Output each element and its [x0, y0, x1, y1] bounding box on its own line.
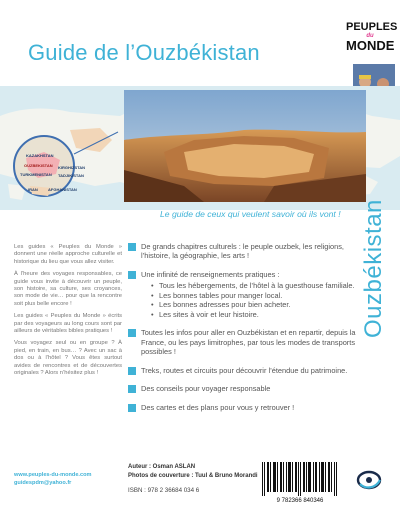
- feature-text: Des cartes et des plans pour vous y retrouver !: [141, 402, 295, 412]
- sub-bullet: • Tous les hébergements, de l’hôtel à la guesthouse familiale.: [151, 281, 358, 290]
- feature-item: [128, 403, 358, 412]
- publisher-swirl-icon: [354, 468, 384, 492]
- page-title: Guide de l’Ouzbékistan: [28, 40, 260, 65]
- feature-text: Toutes les infos pour aller en Ouzbékistan et en repartir, depuis la France, ou les pays limitrophes, par tous les modes de transports possibles !: [141, 328, 356, 357]
- feature-item: [128, 366, 358, 375]
- square-bullet-icon: [128, 404, 136, 412]
- square-bullet-icon: [128, 329, 136, 337]
- sub-bullet-list: [151, 281, 358, 319]
- square-bullet-icon: [128, 271, 136, 279]
- tagline: Le guide de ceux qui veulent savoir où ils vont !: [160, 209, 341, 219]
- square-bullet-icon: [128, 367, 136, 375]
- map-label-turkmenistan: TURKMENISTAN: [20, 172, 52, 177]
- square-bullet-icon: [128, 385, 136, 393]
- brand-line1: PEUPLES: [346, 21, 398, 33]
- intro-column: [14, 244, 122, 383]
- credits: [128, 463, 258, 480]
- feature-item: [128, 328, 358, 356]
- feature-text: Treks, routes et circuits pour découvrir l’étendue du patrimoine.: [141, 365, 348, 375]
- intro-paragraph: Vous voyagez seul ou en groupe ? À pied, en train, en bus… ? Avec un sac à dos ou à l’hôtel ? Vous êtes surtout avides de rencontres et de découvertes originales ? Alors n’hésitez plus !: [14, 340, 122, 377]
- photo-credit-label: Photos de couverture :: [128, 472, 194, 479]
- map-label-kirghizstan: KIRGHIZSTAN: [58, 165, 86, 170]
- map-label-iran: IRAN: [28, 187, 38, 192]
- barcode: [258, 460, 342, 504]
- sub-bullet: • Les bonnes tables pour manger local.: [151, 291, 358, 300]
- feature-item: [128, 242, 358, 261]
- map-label-kazakhstan: KAZAKHSTAN: [26, 153, 54, 158]
- photo-credit: Tuul & Bruno Morandi: [195, 472, 258, 479]
- sub-bullet: • Les sites à voir et leur histoire.: [151, 310, 358, 319]
- sub-bullet: • Les bonnes adresses pour bien acheter.: [151, 300, 358, 309]
- feature-item: [128, 270, 358, 319]
- email-link[interactable]: guidespdm@yahoo.fr: [14, 479, 72, 486]
- intro-paragraph: À l’heure des voyages responsables, ce guide vous invite à découvrir un peuple, son histoire, sa culture, ses croyances, son mode de vie… pour que la rencontre soit plus belle encore !: [14, 271, 122, 307]
- contact-links: [14, 472, 92, 487]
- feature-item: [128, 384, 358, 393]
- feature-text: Des conseils pour voyager responsable: [141, 384, 271, 394]
- brand-logo: [346, 21, 398, 53]
- feature-list: [128, 242, 358, 421]
- map-label-afghanistan: AFGHANISTAN: [48, 187, 77, 192]
- isbn: ISBN : 978 2 36684 034 6: [128, 487, 200, 494]
- intro-paragraph: Les guides « Peuples du Monde » donnent une réelle approche culturelle et historique du lieu que vous allez visiter.: [14, 244, 122, 265]
- author-label: Auteur :: [128, 464, 151, 470]
- website-link[interactable]: www.peuples-du-monde.com: [14, 472, 92, 478]
- author-name: Osman ASLAN: [152, 464, 196, 470]
- square-bullet-icon: [128, 243, 136, 251]
- map-label-tadjikistan: TADJIKISTAN: [58, 173, 84, 178]
- vertical-title: Ouzbékistan: [360, 199, 387, 338]
- feature-text: Une infinité de renseignements pratiques :: [141, 269, 280, 279]
- brand-line3: MONDE: [346, 38, 395, 53]
- brand-line2: du: [366, 33, 374, 39]
- cover-photo-fortress: [124, 90, 366, 202]
- map-label-ouzbekistan: OUZBEKISTAN: [24, 163, 53, 168]
- feature-text: De grands chapitres culturels : le peuple ouzbek, les religions, l’histoire, la géographie, les arts !: [141, 242, 344, 261]
- barcode-number: 9 782366 840346: [276, 498, 324, 504]
- intro-paragraph: Les guides « Peuples du Monde » écrits par des voyageurs au long cours sont par ailleurs de véritables bibles pratiques !: [14, 313, 122, 335]
